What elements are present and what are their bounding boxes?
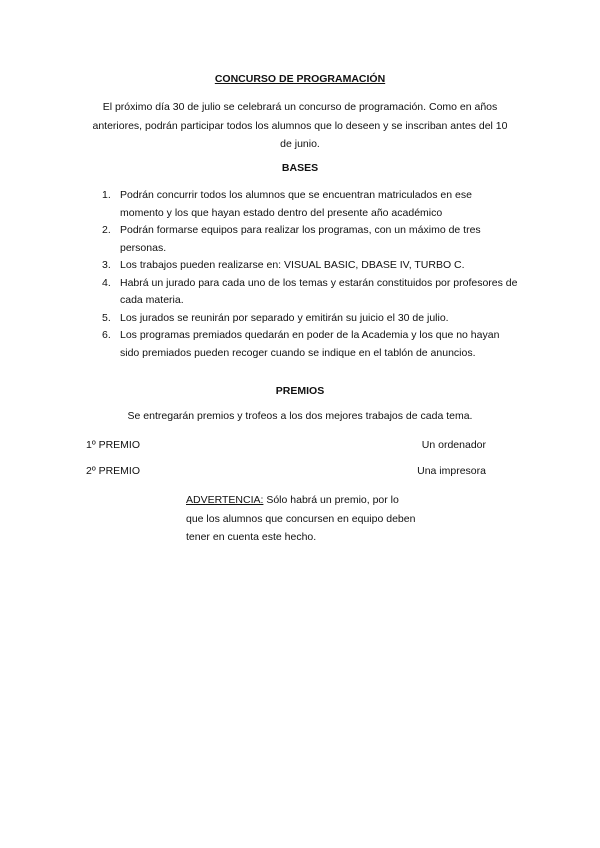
list-item-number: 5. — [102, 311, 111, 324]
list-item-number: 4. — [102, 276, 111, 289]
list-item-text: Podrán formarse equipos para realizar los programas, con un máximo de tres personas. — [120, 224, 481, 254]
list-item-text: Los jurados se reunirán por separado y emitirán su juicio el 30 de julio. — [120, 311, 449, 324]
warning-label: ADVERTENCIA: — [186, 494, 264, 506]
list-item-number: 3. — [102, 259, 111, 271]
warning-text: Sólo habrá un premio, por lo que los alumnos que concursen en equipo deben tener en cuenta este hecho. — [186, 494, 416, 543]
bases-heading: BASES — [281, 162, 319, 174]
list-item-number: 6. — [102, 329, 111, 341]
prize-row-first — [86, 439, 486, 455]
list-item — [98, 310, 518, 328]
list-item — [98, 257, 518, 275]
prize-value: Una impresora — [417, 465, 486, 477]
premios-paragraph: Se entregarán premios y trofeos a los dos mejores trabajos de cada tema. — [127, 410, 473, 422]
document-title: CONCURSO DE PROGRAMACIÓN — [214, 73, 386, 85]
list-item-text: Habrá un jurado para cada uno de los temas y estarán constituidos por profesores de cada materia. — [120, 276, 518, 306]
list-item — [98, 222, 518, 257]
intro-paragraph: El próximo día 30 de julio se celebrará un concurso de programación. Como en años anteriores, podrán participar todos los alumnos que lo deseen y se inscriban antes del 10 de junio. — [92, 101, 508, 150]
list-item-number: 2. — [102, 224, 111, 236]
prize-value: Un ordenador — [421, 439, 486, 451]
premios-heading: PREMIOS — [275, 385, 325, 397]
list-item — [98, 275, 518, 310]
list-item-text: Podrán concurrir todos los alumnos que se encuentran matriculados en ese momento y los que hayan estado dentro del presente año académico — [120, 189, 472, 219]
list-item-text: Los trabajos pueden realizarse en: VISUAL BASIC, DBASE IV, TURBO C. — [120, 259, 465, 271]
bases-list — [98, 187, 518, 362]
prize-label: 1º PREMIO — [86, 439, 141, 451]
warning-note — [186, 491, 416, 547]
list-item-number: 1. — [102, 189, 111, 201]
list-item — [98, 187, 518, 222]
list-item — [98, 327, 518, 362]
prize-label: 2º PREMIO — [86, 465, 141, 477]
list-item-text: Los programas premiados quedarán en poder de la Academia y los que no hayan sido premiados pueden recoger cuando se indique en el tablón de anuncios. — [120, 329, 500, 359]
prize-row-second — [86, 465, 486, 481]
